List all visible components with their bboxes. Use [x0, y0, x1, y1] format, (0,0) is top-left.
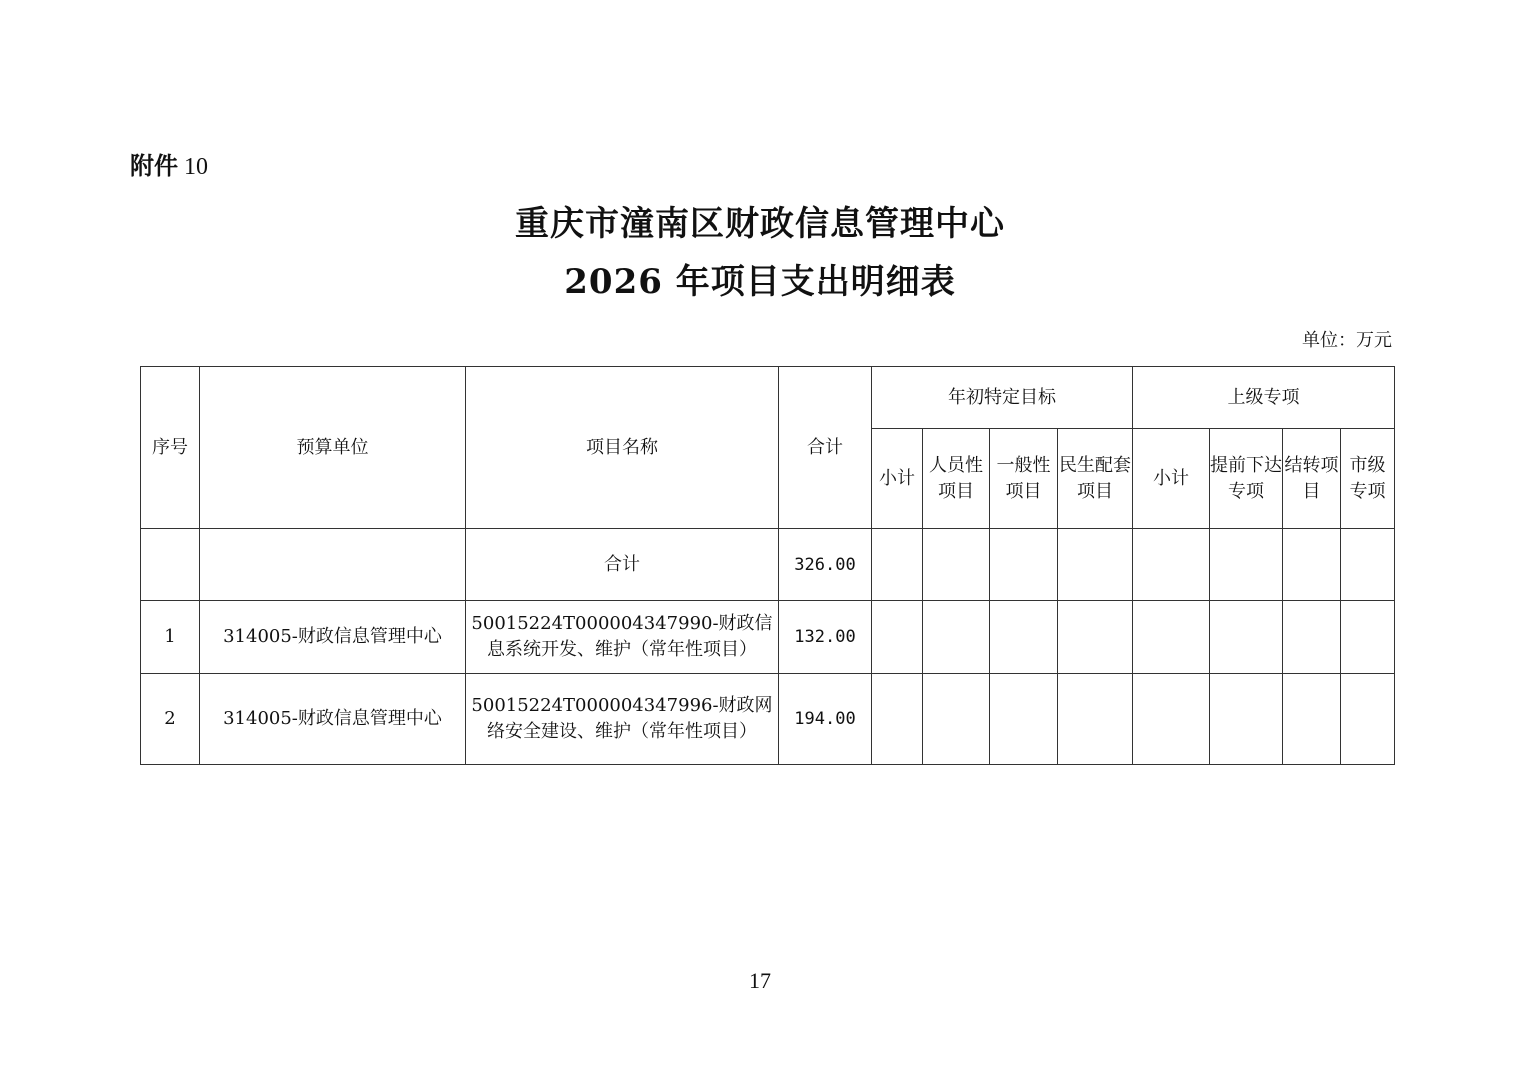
empty-cell [990, 601, 1058, 674]
empty-cell [1283, 601, 1341, 674]
empty-cell [1133, 529, 1210, 601]
row-total: 132.00 [779, 601, 872, 674]
empty-cell [1283, 674, 1341, 765]
row-project-name: 50015224T000004347990-财政信息系统开发、维护（常年性项目） [466, 601, 779, 674]
empty-cell [1341, 674, 1395, 765]
empty-cell [923, 674, 990, 765]
empty-cell [872, 674, 923, 765]
page-number: 17 [749, 968, 771, 993]
empty-cell [872, 601, 923, 674]
header-g1-livelihood: 民生配套项目 [1058, 429, 1133, 529]
empty-cell [1058, 674, 1133, 765]
sum-seq-cell [141, 529, 200, 601]
empty-cell [923, 601, 990, 674]
empty-cell [1210, 674, 1283, 765]
empty-cell [1283, 529, 1341, 601]
header-g1-general: 一般性项目 [990, 429, 1058, 529]
header-project-name: 项目名称 [466, 367, 779, 529]
empty-cell [923, 529, 990, 601]
empty-cell [1058, 601, 1133, 674]
sum-label: 合计 [466, 529, 779, 601]
header-budget-unit: 预算单位 [200, 367, 466, 529]
empty-cell [1133, 601, 1210, 674]
header-g1-subtotal: 小计 [872, 429, 923, 529]
header-g2-subtotal: 小计 [1133, 429, 1210, 529]
attachment-number: 10 [184, 154, 208, 180]
page-subtitle: 2026 年项目支出明细表 [564, 262, 956, 302]
table-row [141, 601, 1395, 674]
unit-note: 单位：万元 [1302, 330, 1392, 351]
row-seq: 1 [141, 601, 200, 674]
empty-cell [1210, 601, 1283, 674]
empty-cell [990, 529, 1058, 601]
empty-cell [1341, 601, 1395, 674]
empty-cell [1210, 529, 1283, 601]
row-total: 194.00 [779, 674, 872, 765]
empty-cell [990, 674, 1058, 765]
empty-cell [872, 529, 923, 601]
attachment-text: 附件 [130, 151, 178, 180]
row-project-name: 50015224T000004347996-财政网络安全建设、维护（常年性项目） [466, 674, 779, 765]
empty-cell [1133, 674, 1210, 765]
header-g2-city: 市级专项 [1341, 429, 1395, 529]
header-row-1 [141, 367, 1395, 429]
sum-row [141, 529, 1395, 601]
row-seq: 2 [141, 674, 200, 765]
header-group-initial-targets: 年初特定目标 [872, 367, 1133, 429]
header-total: 合计 [779, 367, 872, 529]
header-group-superior-special: 上级专项 [1133, 367, 1395, 429]
page-title: 重庆市潼南区财政信息管理中心 [515, 204, 1005, 244]
row-budget-unit: 314005-财政信息管理中心 [200, 674, 466, 765]
header-seq: 序号 [141, 367, 200, 529]
header-g1-personnel: 人员性项目 [923, 429, 990, 529]
table-row [141, 674, 1395, 765]
row-budget-unit: 314005-财政信息管理中心 [200, 601, 466, 674]
empty-cell [1341, 529, 1395, 601]
empty-cell [1058, 529, 1133, 601]
sum-total: 326.00 [779, 529, 872, 601]
attachment-label [130, 146, 208, 181]
sum-unit-cell [200, 529, 466, 601]
project-expenditure-table [140, 366, 1395, 765]
header-g2-carryover: 结转项目 [1283, 429, 1341, 529]
header-g2-advance: 提前下达专项 [1210, 429, 1283, 529]
